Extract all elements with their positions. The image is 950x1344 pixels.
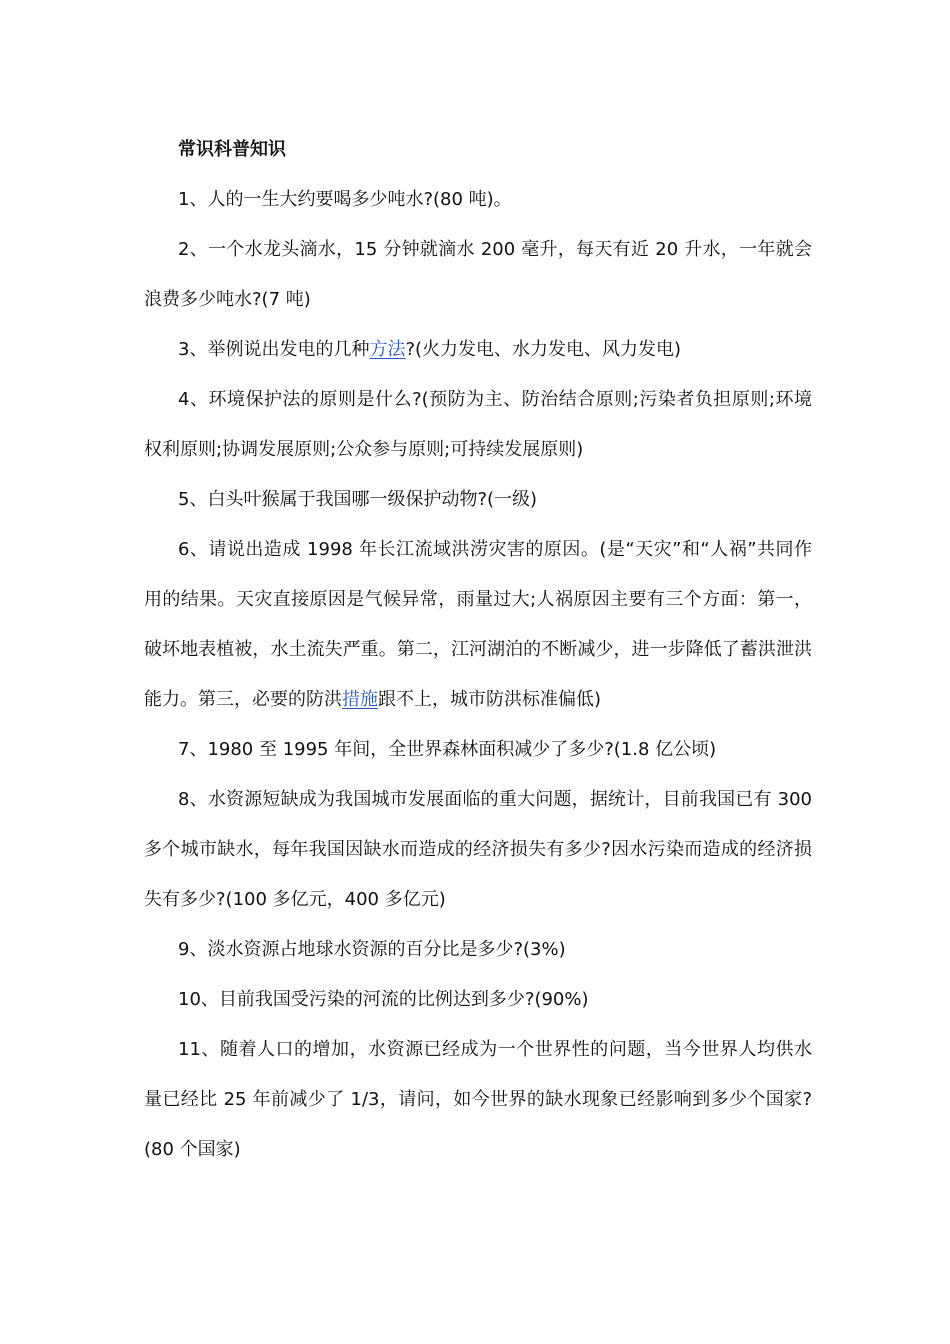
question-4: 4、环境保护法的原则是什么?(预防为主、防治结合原则;污染者负担原则;环境权利原则;协调发展原则;公众参与原则;可持续发展原则): [144, 389, 812, 460]
question-1: 1、人的一生大约要喝多少吨水?(80 吨)。: [178, 189, 512, 210]
document-page: [144, 125, 812, 1175]
question-7: 7、1980 至 1995 年间，全世界森林面积减少了多少?(1.8 亿公顷): [178, 739, 717, 760]
question-3-text-before: 3、举例说出发电的几种: [178, 339, 370, 360]
question-10: 10、目前我国受污染的河流的比例达到多少?(90%): [178, 989, 589, 1010]
question-9: 9、淡水资源占地球水资源的百分比是多少?(3%): [178, 939, 566, 960]
question-3-text-after: ?(火力发电、水力发电、风力发电): [405, 339, 682, 360]
question-8: 8、水资源短缺成为我国城市发展面临的重大问题，据统计，目前我国已有 300 多个城市缺水，每年我国因缺水而造成的经济损失有多少?因水污染而造成的经济损失有多少?(100 多亿元，400 多亿元): [144, 789, 812, 910]
question-6-text-before: 6、请说出造成 1998 年长江流域洪涝灾害的原因。(是“天灾”和“人祸”共同作用的结果。天灾直接原因是气候异常，雨量过大;人祸原因主要有三个方面：第一，破坏地表植被，水土流失严重。第二，江河湖泊的不断减少，进一步降低了蓄洪泄洪能力。第三，必要的防洪: [144, 539, 812, 710]
link-fangfa[interactable]: 方法: [369, 339, 406, 360]
question-3: [144, 325, 812, 375]
link-cuoshi[interactable]: 措施: [342, 689, 378, 710]
document-title: 常识科普知识: [178, 139, 286, 160]
question-5: 5、白头叶猴属于我国哪一级保护动物?(一级): [178, 489, 538, 510]
question-6-text-after: 跟不上，城市防洪标准偏低): [378, 689, 602, 710]
question-6: [144, 525, 812, 725]
question-11: 11、随着人口的增加，水资源已经成为一个世界性的问题，当今世界人均供水量已经比 25 年前减少了 1/3，请问，如今世界的缺水现象已经影响到多少个国家?(80 个国家): [144, 1039, 812, 1160]
question-2: 2、一个水龙头滴水，15 分钟就滴水 200 毫升，每天有近 20 升水，一年就会浪费多少吨水?(7 吨): [144, 239, 812, 310]
